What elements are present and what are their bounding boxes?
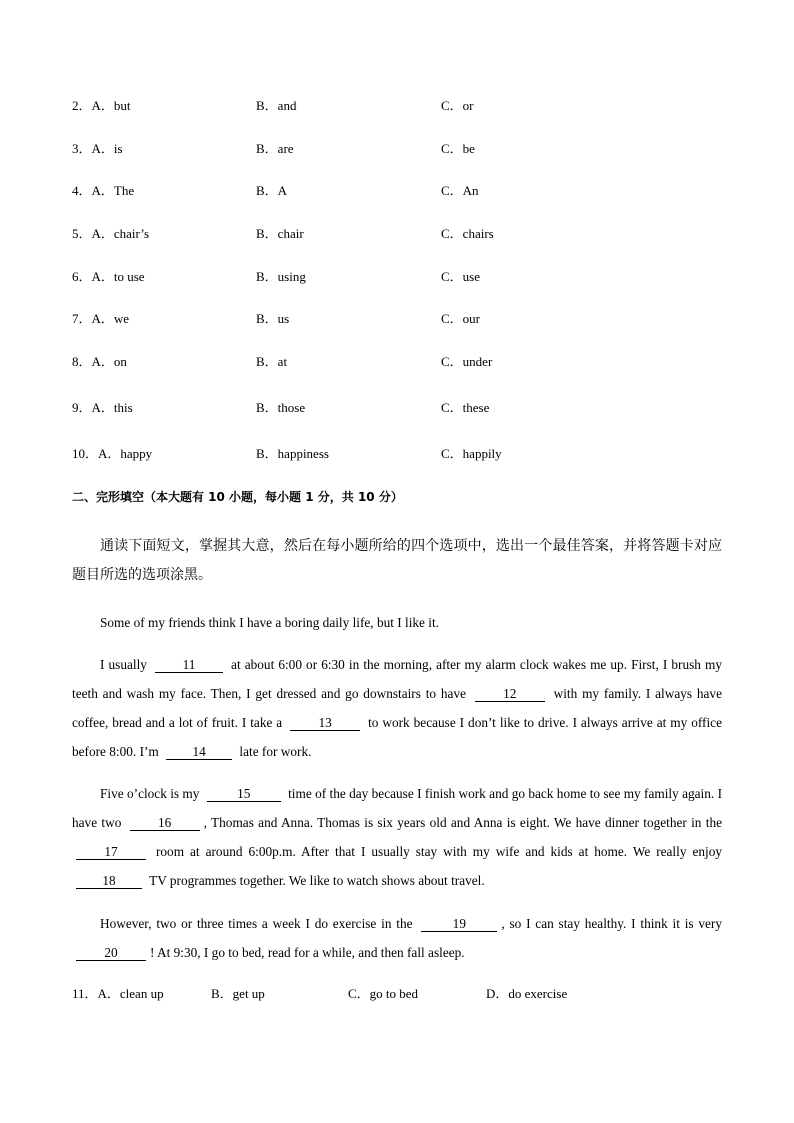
option-a[interactable]: 4．A．The — [72, 183, 135, 198]
option-c[interactable]: C．happily — [441, 446, 502, 461]
passage-text: Five o’clock is my — [100, 786, 203, 801]
blank-16[interactable]: 16 — [130, 815, 200, 831]
passage-paragraph-3 — [72, 779, 722, 895]
option-b[interactable]: B．A — [256, 183, 288, 198]
passage-text: However, two or three times a week I do exercise in the — [100, 916, 418, 931]
option-b[interactable]: B．are — [256, 141, 294, 156]
blank-15[interactable]: 15 — [207, 786, 281, 802]
passage-text: I usually — [100, 657, 151, 672]
question-11-option-d[interactable]: D．do exercise — [486, 986, 568, 1001]
section-title: 二、完形填空（本大题有 10 小题，每小题 1 分，共 10 分） — [72, 490, 403, 504]
option-a[interactable]: 3．A．is — [72, 141, 123, 156]
passage-text: TV programmes together. We like to watch shows about travel. — [146, 873, 485, 888]
option-c[interactable]: C．be — [441, 141, 475, 156]
option-a[interactable]: 10．A．happy — [72, 446, 153, 461]
option-b[interactable]: B．and — [256, 98, 297, 113]
blank-14[interactable]: 14 — [166, 744, 232, 760]
passage-text: Some of my friends think I have a boring daily life, but I like it. — [100, 615, 439, 630]
passage-text: at about 6:00 or 6:30 in the morning, after my alarm clock wakes me up. First, I brush my teeth and wash my face. Then, I get dressed and go downstairs to have — [72, 657, 722, 701]
passage-text: time of the day because I finish work and go back home to see my family again. I have two — [72, 786, 722, 830]
blank-12[interactable]: 12 — [475, 686, 545, 702]
option-b[interactable]: B．chair — [256, 226, 304, 241]
option-b[interactable]: B．those — [256, 400, 306, 415]
option-c[interactable]: C．An — [441, 183, 479, 198]
blank-19[interactable]: 19 — [421, 916, 497, 932]
option-c[interactable]: C．our — [441, 311, 481, 326]
passage-text: , so I can stay healthy. I think it is very — [501, 916, 722, 931]
passage-text: ! At 9:30, I go to bed, read for a while, and then fall asleep. — [150, 945, 465, 960]
blank-11[interactable]: 11 — [155, 657, 223, 673]
passage-text: with my family. I always have coffee, bread and a lot of fruit. I take a — [72, 686, 722, 730]
option-a[interactable]: 6．A．to use — [72, 269, 145, 284]
option-a[interactable]: 9．A．this — [72, 400, 133, 415]
option-a[interactable]: 8．A．on — [72, 354, 127, 369]
passage-paragraph-2 — [72, 650, 722, 766]
passage-paragraph-1 — [72, 608, 722, 637]
option-c[interactable]: C．or — [441, 98, 474, 113]
blank-18[interactable]: 18 — [76, 873, 142, 889]
option-b[interactable]: B．using — [256, 269, 306, 284]
question-11-number-and-option-a[interactable]: 11．A．clean up — [72, 986, 164, 1001]
option-b[interactable]: B．at — [256, 354, 288, 369]
option-a[interactable]: 7．A．we — [72, 311, 130, 326]
option-b[interactable]: B．happiness — [256, 446, 329, 461]
option-b[interactable]: B．us — [256, 311, 290, 326]
option-a[interactable]: 2．A．but — [72, 98, 131, 113]
option-a[interactable]: 5．A．chair’s — [72, 226, 150, 241]
question-11-row — [72, 984, 722, 1004]
blank-13[interactable]: 13 — [290, 715, 360, 731]
section-instructions: 通读下面短文，掌握其大意，然后在每小题所给的四个选项中，选出一个最佳答案，并将答题卡对应题目所选的选项涂黑。 — [72, 538, 722, 583]
passage-text: , Thomas and Anna. Thomas is six years old and Anna is eight. We have dinner together in the — [203, 815, 723, 830]
passage-text: room at around 6:00p.m. After that I usually stay with my wife and kids at home. We really enjoy — [150, 844, 722, 859]
passage-paragraph-4 — [72, 909, 722, 967]
option-c[interactable]: C．these — [441, 400, 490, 415]
question-11-option-c[interactable]: C．go to bed — [348, 986, 419, 1001]
blank-20[interactable]: 20 — [76, 945, 146, 961]
passage-text: to work because I don’t like to drive. I always arrive at my office before 8:00. I’m — [72, 715, 722, 759]
option-c[interactable]: C．use — [441, 269, 481, 284]
question-11-option-b[interactable]: B．get up — [211, 986, 265, 1001]
passage-text: late for work. — [236, 744, 312, 759]
blank-17[interactable]: 17 — [76, 844, 146, 860]
option-c[interactable]: C．chairs — [441, 226, 494, 241]
option-c[interactable]: C．under — [441, 354, 493, 369]
